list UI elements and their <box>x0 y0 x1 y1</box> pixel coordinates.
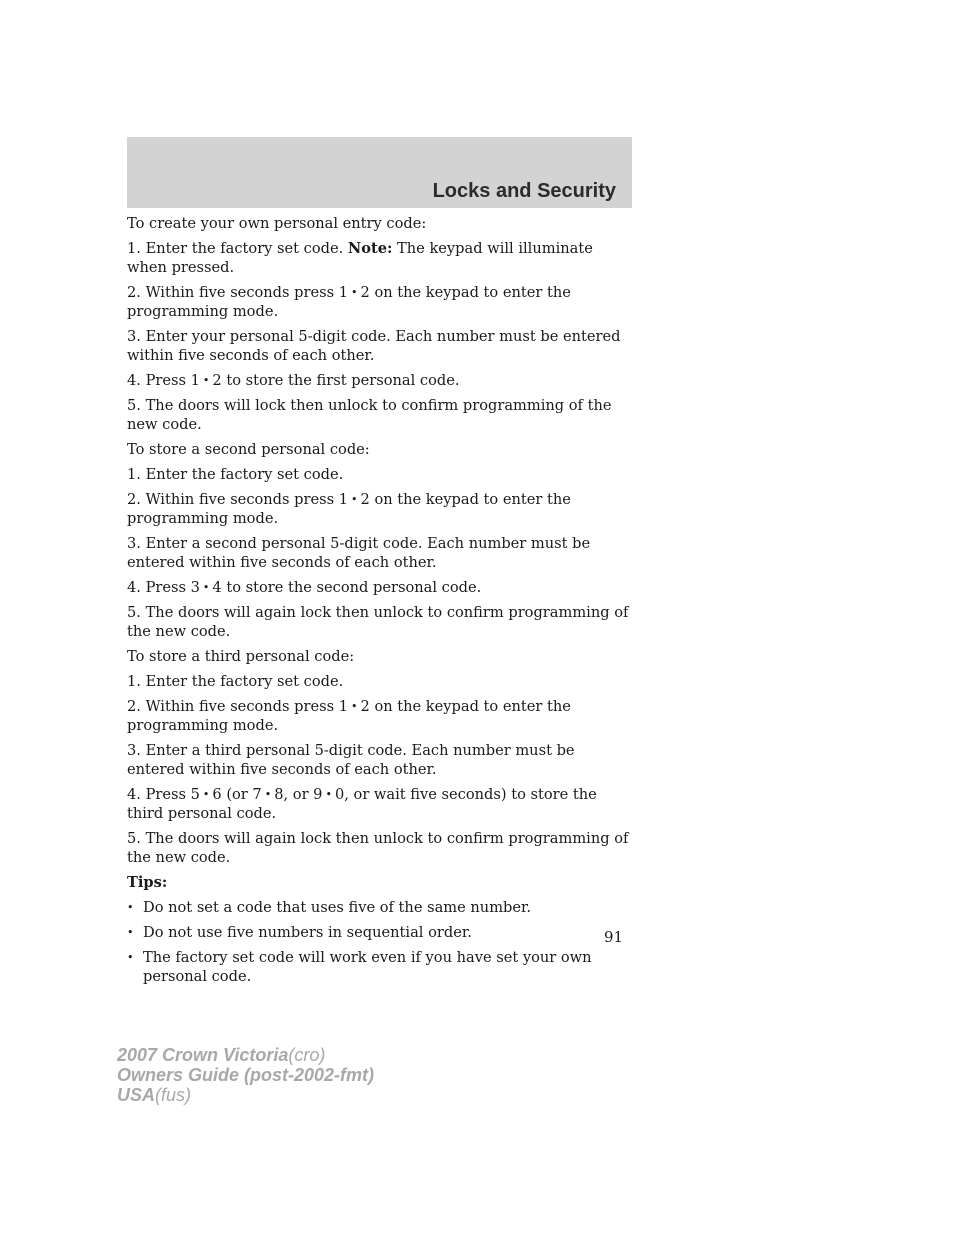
section-title: Locks and Security <box>432 180 616 202</box>
list-item <box>127 898 635 917</box>
step-text: 1. Enter the factory set code. <box>127 240 348 257</box>
step-paragraph: 5. The doors will again lock then unlock to confirm programming of the new code. <box>127 830 629 866</box>
step-text: 2 to store the first personal code. <box>212 372 460 389</box>
key-separator-bullet: • <box>351 700 358 713</box>
tip-text: Do not use five numbers in sequential order. <box>143 924 472 941</box>
step-paragraph <box>127 697 635 735</box>
key-separator-bullet: • <box>351 286 358 299</box>
page-number: 91 <box>604 928 624 946</box>
footer-line <box>117 1045 374 1065</box>
footer-code: (fus) <box>155 1085 192 1105</box>
step-paragraph: 5. The doors will lock then unlock to confirm programming of the new code. <box>127 397 612 433</box>
tips-list <box>127 898 635 986</box>
step-paragraph <box>127 283 635 321</box>
step-paragraph: 5. The doors will again lock then unlock to confirm programming of the new code. <box>127 604 629 640</box>
list-item <box>127 948 635 986</box>
step-paragraph: 1. Enter the factory set code. <box>127 466 344 483</box>
step-text: 8, or 9 <box>274 786 323 803</box>
intro-paragraph: To create your own personal entry code: <box>127 215 427 232</box>
bullet-icon: • <box>127 951 134 964</box>
key-separator-bullet: • <box>202 581 210 594</box>
tip-text: Do not set a code that uses five of the same number. <box>143 899 532 916</box>
step-text: 2 on the keypad to enter the programming mode. <box>127 284 571 320</box>
tips-heading: Tips: <box>127 874 168 891</box>
step-text: 2 on the keypad to enter the programming mode. <box>127 698 571 734</box>
footer-line <box>117 1085 374 1105</box>
step-paragraph <box>127 785 635 823</box>
list-item <box>127 923 635 942</box>
step-text: 2. Within five seconds press 1 <box>127 698 349 715</box>
key-separator-bullet: • <box>325 788 332 801</box>
step-paragraph <box>127 490 635 528</box>
page-content <box>127 214 635 992</box>
bullet-icon: • <box>127 926 134 939</box>
step-paragraph: 3. Enter a second personal 5-digit code. Each number must be entered within five seconds of each other. <box>127 535 591 571</box>
footer-market: USA <box>117 1085 156 1105</box>
footer-model: 2007 Crown Victoria <box>117 1045 289 1065</box>
section-header-band <box>127 137 632 208</box>
step-text: The keypad will illuminate when pressed. <box>127 240 593 276</box>
tip-text: The factory set code will work even if you have set your own personal code. <box>143 949 592 985</box>
bullet-icon: • <box>127 901 134 914</box>
note-label: Note: <box>347 240 393 257</box>
footer-code: (cro) <box>288 1045 326 1065</box>
key-separator-bullet: • <box>264 788 272 801</box>
footer-guide: Owners Guide (post-2002-fmt) <box>117 1065 375 1085</box>
step-paragraph <box>127 371 635 390</box>
step-text: 2. Within five seconds press 1 <box>127 284 349 301</box>
step-text: 2. Within five seconds press 1 <box>127 491 349 508</box>
step-paragraph: 3. Enter your personal 5-digit code. Each number must be entered within five seconds of each other. <box>127 328 621 364</box>
key-separator-bullet: • <box>202 788 210 801</box>
step-paragraph: 1. Enter the factory set code. <box>127 673 344 690</box>
intro-paragraph: To store a third personal code: <box>127 648 355 665</box>
step-text: 4. Press 3 <box>127 579 200 596</box>
step-text: 4. Press 1 <box>127 372 200 389</box>
step-paragraph <box>127 239 635 277</box>
step-text: 2 on the keypad to enter the programming mode. <box>127 491 571 527</box>
document-footer <box>117 1045 374 1105</box>
step-text: 6 (or 7 <box>212 786 262 803</box>
intro-paragraph: To store a second personal code: <box>127 441 370 458</box>
step-paragraph: 3. Enter a third personal 5-digit code. Each number must be entered within five seconds of each other. <box>127 742 575 778</box>
step-text: 4. Press 5 <box>127 786 200 803</box>
key-separator-bullet: • <box>351 493 358 506</box>
step-text: 4 to store the second personal code. <box>212 579 482 596</box>
step-paragraph <box>127 578 635 597</box>
step-text: 0, or wait five seconds) to store the third personal code. <box>127 786 597 822</box>
key-separator-bullet: • <box>202 374 210 387</box>
footer-line <box>117 1065 374 1085</box>
